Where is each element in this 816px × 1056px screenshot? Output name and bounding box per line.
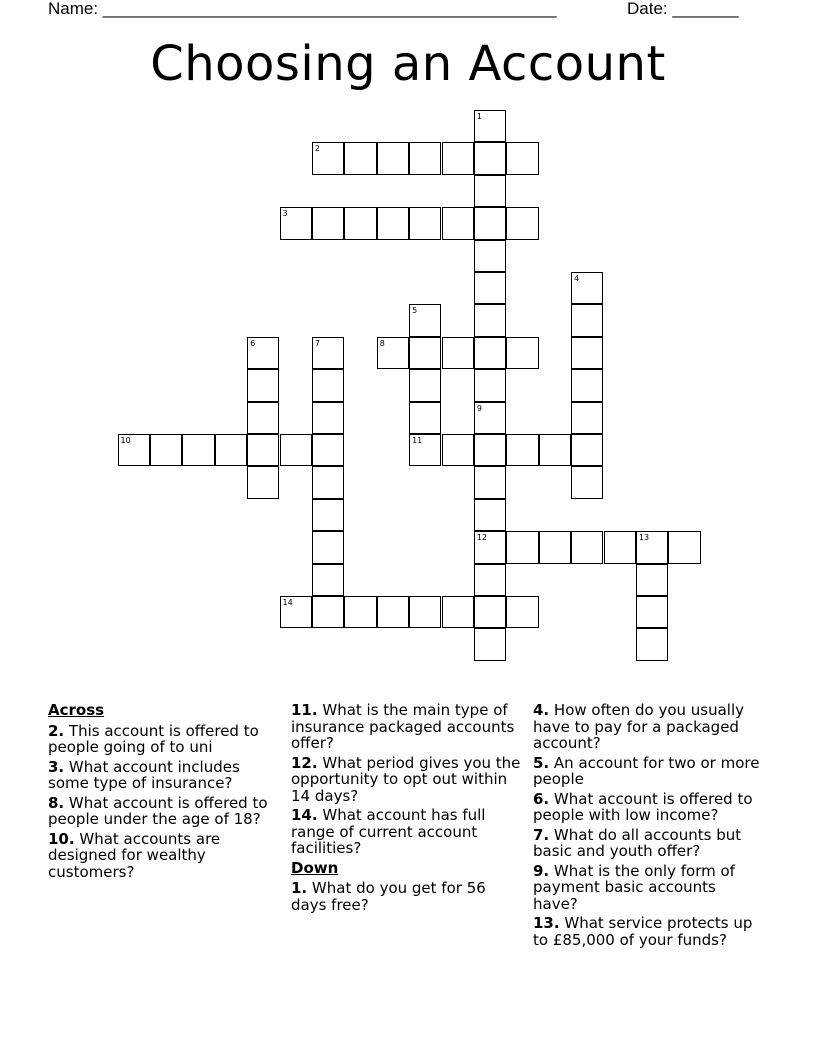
crossword-cell[interactable] — [474, 175, 506, 207]
crossword-cell[interactable] — [280, 596, 312, 628]
crossword-cell[interactable] — [474, 369, 506, 401]
crossword-cell[interactable] — [409, 434, 441, 466]
crossword-cell[interactable] — [636, 596, 668, 628]
crossword-cell[interactable] — [539, 434, 571, 466]
crossword-cell[interactable] — [247, 369, 279, 401]
clue-across-10: 10. What accounts are designed for wealthy customers? — [48, 829, 221, 881]
crossword-cell[interactable] — [474, 337, 506, 369]
crossword-cell[interactable] — [474, 466, 506, 498]
crossword-cell[interactable] — [312, 402, 344, 434]
clue-down-6: 6. What account is offered to people with low income? — [533, 789, 753, 824]
crossword-cell[interactable] — [506, 337, 538, 369]
crossword-cell[interactable] — [571, 466, 603, 498]
crossword-cell[interactable] — [571, 337, 603, 369]
crossword-cell[interactable] — [474, 110, 506, 142]
crossword-cell[interactable] — [571, 369, 603, 401]
down-heading: Down — [291, 858, 339, 877]
crossword-cell[interactable] — [409, 402, 441, 434]
crossword-cell[interactable] — [539, 531, 571, 563]
crossword-cell[interactable] — [344, 596, 376, 628]
crossword-cell[interactable] — [442, 337, 474, 369]
crossword-cell[interactable] — [668, 531, 700, 563]
crossword-cell[interactable] — [636, 531, 668, 563]
crossword-cell[interactable] — [247, 402, 279, 434]
crossword-cell[interactable] — [474, 596, 506, 628]
crossword-cell[interactable] — [312, 207, 344, 239]
crossword-cell[interactable] — [474, 564, 506, 596]
crossword-cell[interactable] — [506, 142, 538, 174]
crossword-cell[interactable] — [571, 304, 603, 336]
clues-column-1 — [48, 702, 273, 883]
crossword-cell[interactable] — [571, 434, 603, 466]
crossword-cell[interactable] — [377, 142, 409, 174]
crossword-cell[interactable] — [506, 531, 538, 563]
crossword-cell[interactable] — [409, 596, 441, 628]
crossword-cell[interactable] — [474, 402, 506, 434]
crossword-cell[interactable] — [474, 628, 506, 660]
clue-down-5: 5. An account for two or more people — [533, 753, 760, 788]
crossword-cell[interactable] — [409, 142, 441, 174]
crossword-cell[interactable] — [312, 499, 344, 531]
crossword-cell[interactable] — [377, 207, 409, 239]
crossword-cell[interactable] — [474, 240, 506, 272]
crossword-cell[interactable] — [571, 272, 603, 304]
crossword-cell[interactable] — [474, 434, 506, 466]
crossword-cell[interactable] — [474, 499, 506, 531]
cell-number: 5 — [412, 306, 418, 316]
crossword-cell[interactable] — [442, 207, 474, 239]
clue-across-12: 12. What period gives you the opportunity to opt out within 14 days? — [291, 753, 521, 805]
crossword-cell[interactable] — [344, 207, 376, 239]
crossword-cell[interactable] — [312, 596, 344, 628]
crossword-cell[interactable] — [150, 434, 182, 466]
clues-column-3 — [533, 702, 765, 951]
crossword-cell[interactable] — [182, 434, 214, 466]
cell-number: 14 — [282, 598, 293, 607]
crossword-cell[interactable] — [247, 466, 279, 498]
date-field-label[interactable]: Date: _______ — [627, 0, 739, 18]
clue-across-8: 8. What account is offered to people under the age of 18? — [48, 793, 268, 828]
cell-number: 4 — [574, 274, 580, 283]
cell-number: 8 — [379, 338, 385, 348]
cell-number: 1 — [476, 112, 482, 121]
clue-across-3: 3. What account includes some type of insurance? — [48, 757, 240, 792]
crossword-cell[interactable] — [312, 337, 344, 369]
across-heading: Across — [48, 701, 105, 719]
crossword-cell[interactable] — [442, 142, 474, 174]
crossword-cell[interactable] — [442, 596, 474, 628]
cell-number: 6 — [250, 338, 256, 348]
clue-across-2: 2. This account is offered to people going of to uni — [48, 721, 259, 756]
crossword-cell[interactable] — [215, 434, 247, 466]
name-field-label[interactable]: Name: ________________________________________________ — [48, 0, 557, 18]
crossword-cell[interactable] — [474, 272, 506, 304]
crossword-cell[interactable] — [312, 369, 344, 401]
clue-down-9: 9. What is the only form of payment basic accounts have? — [533, 861, 735, 913]
crossword-cell[interactable] — [312, 434, 344, 466]
clue-down-7: 7. What do all accounts but basic and youth offer? — [533, 825, 742, 860]
crossword-cell[interactable] — [474, 207, 506, 239]
crossword-cell[interactable] — [247, 337, 279, 369]
clue-down-13: 13. What service protects up to £85,000 of your funds? — [533, 914, 753, 949]
crossword-cell[interactable] — [312, 531, 344, 563]
crossword-cell[interactable] — [344, 142, 376, 174]
crossword-cell[interactable] — [571, 531, 603, 563]
cell-number: 10 — [120, 436, 131, 445]
crossword-cell[interactable] — [118, 434, 150, 466]
cell-number: 11 — [412, 436, 423, 445]
cell-number: 12 — [476, 533, 488, 543]
cell-number: 2 — [314, 144, 320, 154]
crossword-cell[interactable] — [312, 564, 344, 596]
page-title: Choosing an Account — [150, 36, 666, 92]
clue-down-1: 1. What do you get for 56 days free? — [291, 879, 486, 914]
clue-down-4: 4. How often do you usually have to pay for a packaged account? — [533, 701, 745, 752]
crossword-cell[interactable] — [280, 207, 312, 239]
cell-number: 9 — [476, 403, 482, 413]
cell-number: 3 — [282, 209, 288, 219]
crossword-cell[interactable] — [409, 337, 441, 369]
crossword-cell[interactable] — [636, 564, 668, 596]
crossword-cell[interactable] — [474, 304, 506, 336]
crossword-cell[interactable] — [474, 531, 506, 563]
crossword-cell[interactable] — [312, 466, 344, 498]
crossword-cell[interactable] — [571, 402, 603, 434]
crossword-cell[interactable] — [636, 628, 668, 660]
crossword-cell[interactable] — [377, 596, 409, 628]
crossword-cell[interactable] — [377, 337, 409, 369]
cell-number: 13 — [638, 533, 650, 543]
cell-number: 7 — [314, 338, 320, 348]
crossword-cell[interactable] — [506, 434, 538, 466]
crossword-cell[interactable] — [409, 207, 441, 239]
crossword-cell[interactable] — [506, 596, 538, 628]
crossword-cell[interactable] — [280, 434, 312, 466]
clue-across-14: 14. What account has full range of current account facilities? — [291, 806, 486, 857]
crossword-cell[interactable] — [409, 304, 441, 336]
crossword-cell[interactable] — [312, 142, 344, 174]
clue-across-11: 11. What is the main type of insurance packaged accounts offer? — [291, 701, 515, 752]
crossword-cell[interactable] — [442, 434, 474, 466]
crossword-cell[interactable] — [474, 142, 506, 174]
crossword-cell[interactable] — [604, 531, 636, 563]
crossword-cell[interactable] — [506, 207, 538, 239]
clues-column-2 — [291, 702, 521, 916]
crossword-cell[interactable] — [247, 434, 279, 466]
crossword-cell[interactable] — [409, 369, 441, 401]
